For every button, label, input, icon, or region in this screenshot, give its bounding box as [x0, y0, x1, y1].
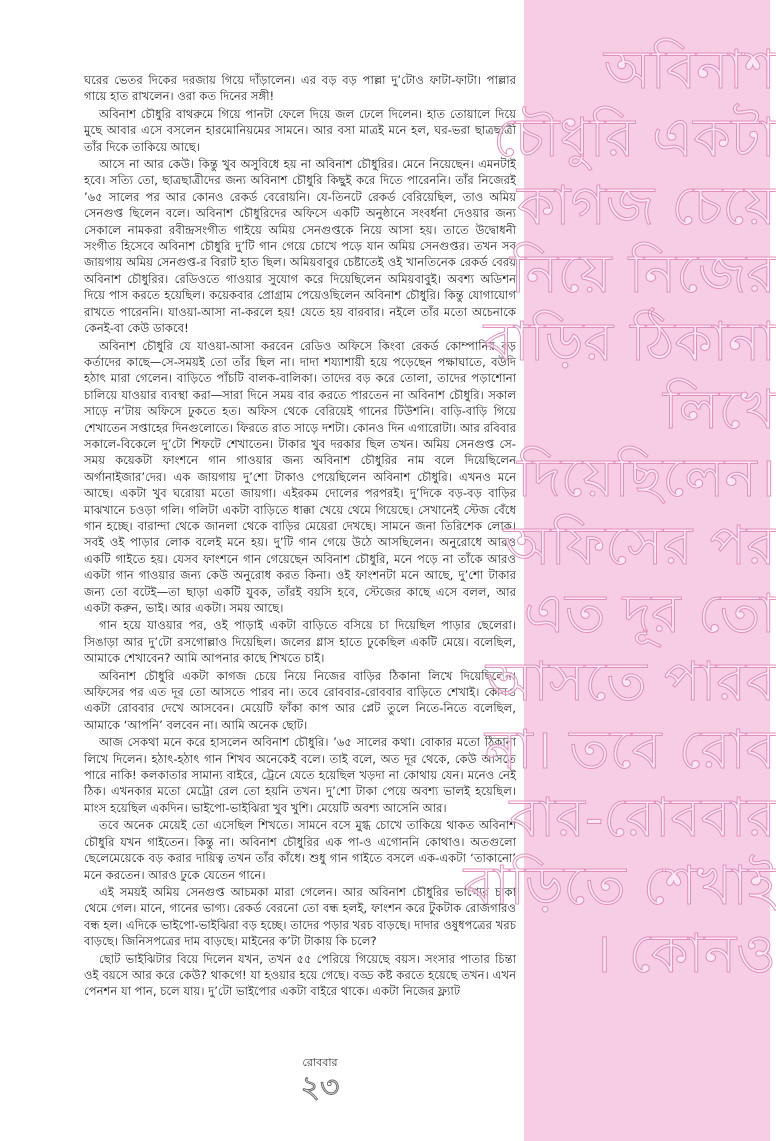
pull-quote-panel: [463, 0, 776, 1141]
article-paragraph: তবে অনেক মেয়েই তো এসেছিল শিখতে। সামনে বসে মুগ্ধ চোখে তাকিয়ে থাকত অবিনাশ চৌধুরি যখন গাইতেন। কিন্তু না। অবিনাশ চৌধুরির এক পা-ও এগোননি কোথাও। অতগুলো ছেলেমেয়েকে বড় করার দায়িত্ব তখন তাঁর কাঁধে। শুধু গান গাইতে বসলে এক-একটা ‘তাকানো’ মনে করতেন। আরও ঢুকে যেতেন গানে।: [84, 818, 516, 882]
article-paragraph: ঘরের ভেতর দিকের দরজায় গিয়ে দাঁড়ালেন। এর বড় বড় পাল্লা দু’টোও ফাটা-ফাটা। পাল্লার গায়ে হাত রাখলেন। ওরা কত দিনের সঙ্গী!: [84, 73, 516, 104]
article-paragraph: অবিনাশ চৌধুরি একটা কাগজ চেয়ে নিয়ে নিজের বাড়ির ঠিকানা লিখে দিয়েছিলেন। অফিসের পর এত দূর তো আসতে পারব না। তবে রোববার-রোববার বাড়িতে শেখাই। কোনও একটা রোববার দেখে আসবেন। মেয়েটি ফাঁকা কাপ আর প্লেট তুলে নিতে-নিতে বলেছিল, আমাকে ‘আপনি’ বলবেন না। আমি অনেক ছোট।: [84, 668, 516, 732]
article-paragraph: আসে না আর কেউ। কিন্তু খুব অসুবিধে হয় না অবিনাশ চৌধুরির। মেনে নিয়েছেন। এমনটাই হবে। সত্যি তো, ছাত্রছাত্রীদের জন্য অবিনাশ চৌধুরি কিছুই করে দিতে পারেননি। তাঁর নিজেরই ’৬৫ সালের পর আর কোনও রেকর্ড বেরোয়নি। যে-তিনটে রেকর্ড বেরিয়েছিল, তাও অমিয় সেনগুপ্ত ছিলেন বলে। অবিনাশ চৌধুরিদের অফিসে একটি অনুষ্ঠানে সংবর্ধনা দেওয়ার জন্য সেকালে নামকরা রবীন্দ্রসংগীত গাইয়ে অমিয় সেনগুপ্তকে নিয়ে আসা হয়। তাতে উদ্বোধনী সংগীত হিসেবে অবিনাশ চৌধুরি দু’টি গান গেয়ে চোখে পড়ে যান অমিয় সেনগুপ্তর। তখন সব জায়গায় অমিয় সেনগুপ্ত-র বিরাট হাত ছিল। অমিয়বাবুর চেষ্টাতেই ওই খানতিনেক রেকর্ড বেরয় অবিনাশ চৌধুরির। রেডিওতে গাওয়ার সুযোগ করে দিয়েছিলেন অমিয়বাবুই। অবশ্য অডিশন দিয়ে পাস করতে হয়েছিল। কয়েকবার প্রোগ্রাম পেয়েওছিলেন অবিনাশ চৌধুরি। কিন্তু যোগাযোগ রাখতে পারেননি। যাওয়া-আসা না-করলে হয়! যেতে হয় বারবার। নইলে তাঁর মতো অচেনাকে কেনই-বা কেউ ডাকবে!: [84, 157, 516, 336]
article-paragraph: অবিনাশ চৌধুরি বাথরুমে গিয়ে পানটা ফেলে দিয়ে জল ঢেলে দিলেন। হাত তোয়ালে দিয়ে মুছে আবার এসে বসলেন হারমোনিয়মের সামনে। আর বসা মাত্রই মনে হল, ঘর-ভরা ছাত্রছাত্রী তাঁর দিকে তাকিয়ে আছে।: [84, 106, 516, 154]
page-footer: [260, 1054, 380, 1103]
article-paragraph: গান হয়ে যাওয়ার পর, ওই পাড়াই একটা বাড়িতে বসিয়ে চা দিয়েছিল পাড়ার ছেলেরা। সিঙাড়া আর দু’টো রসগোল্লাও দিয়েছিল। জলের গ্লাস হাতে ঢুকেছিল একটি মেয়ে। বলেছিল, আমাকে শেখাবেন? আমি আপনার কাছে শিখতে চাই।: [84, 618, 516, 666]
pull-quote: অবিনাশ চৌধুরি একটা কাগজ চেয়ে নিয়ে নিজের বাড়ির ঠিকানা লিখে দিয়েছিলেন। অফিসের পর এত দূর তো আসতে পারব না। তবে রোববার-রোববার বাড়িতে শেখাই। কোনও: [463, 38, 776, 985]
page-number: ২৩: [300, 1070, 340, 1105]
article-body: [84, 72, 516, 1001]
magazine-name: রোববার: [302, 1056, 338, 1069]
article-paragraph: অবিনাশ চৌধুরি যে যাওয়া-আসা করবেন রেডিও অফিসে কিংবা রেকর্ড কোম্পানির বড় কর্তাদের কাছে—সে-সময়ই তো তাঁর ছিল না। দাদা শয্যাশায়ী হয়ে পড়েছেন পক্ষাঘাতে, বউদি হঠাৎ মারা গেলেন। বাড়িতে পাঁচটি বালক-বালিকা। তাদের বড় করে তোলা, তাদের পড়াশোনা চালিয়ে যাওয়ার ব্যবস্থা করা—সারা দিনে সময় বার করতে পারতেন না অবিনাশ চৌধুরি। সকাল সাড়ে ন’টায় অফিসে ঢুকতে হত। অফিস থেকে বেরিয়েই গানের টিউশনি। বাড়ি-বাড়ি গিয়ে শেখাতেন সপ্তাহের দিনগুলোতে। ফিরতে রাত সাড়ে দশটা। কোনও দিন এগারোটা। আর রবিবার সকালে-বিকেলে দু’টো শিফটে শেখাতেন। টাকার খুব দরকার ছিল তখন। অমিয় সেনগুপ্ত সে-সময় কয়েকটা ফাংশনে গান গাওয়ার জন্য অবিনাশ চৌধুরির নাম বলে দিয়েছিলেন অর্গানাইজার’দের। এক জায়গায় দু’শো টাকাও পেয়েছিলেন অবিনাশ চৌধুরি। এখনও মনে আছে। একটা খুব ঘরোয়া মতো জায়গা। এইরকম দোলের পরপরই। দু’দিকে বড়-বড় বাড়ির মাঝখানে চওড়া গলি। গলিটা একটা বাড়িতে ধাক্কা খেয়ে থেমে গিয়েছে। সেখানেই স্টেজ বেঁধে গান হচ্ছে। বারান্দা থেকে জানলা থেকে বাড়ির মেয়েরা দেখছে। সামনে জনা তিরিশেক লোক। সবই ওই পাড়ার লোক বলেই মনে হয়। দু’টি গান গেয়ে উঠে আসছিলেন। অনুরোধে আরও একটি গাইতে হয়। যেসব ফাংশনে গান গেয়েছেন অবিনাশ চৌধুরি, মনে পড়ে না তাঁকে আরও একটা গান গাওয়ার জন্য কেউ অনুরোধ করত কিনা। ওই ফাংশনটা মনে আছে, দু’শো টাকার জন্য তো বটেই—তা ছাড়া একটি যুবক, তাঁরই বয়সি হবে, স্টেজের কাছে এসে বলল, আর একটা করুন, ভাই। আর একটা। সময় আছে।: [84, 338, 516, 615]
article-paragraph: এই সময়ই অমিয় সেনগুপ্ত আচমকা মারা গেলেন। আর অবিনাশ চৌধুরির ভাগ্যের চাকা থেমে গেল। মানে, গানের ভাগ্য। রেকর্ড বেরনো তো বন্ধ হলই, ফাংশন করে টুকটাক রোজগারও বন্ধ হল। এদিকে ভাইপো-ভাইঝিরা বড় হচ্ছে। তাদের পড়ার খরচ বাড়ছে। দাদার ওষুধপত্রের খরচ বাড়ছে। জিনিসপত্রের দাম বাড়ছে। মাইনের ক’টা টাকায় কি চলে?: [84, 884, 516, 949]
article-paragraph: ছোট ভাইঝিটার বিয়ে দিলেন যখন, তখন ৫৫ পেরিয়ে গিয়েছে বয়স। সংসার পাতার চিন্তা ওই বয়সে আর করে কেউ? থাকগে! যা হওয়ার হয়ে গেছে। বড্ড কষ্ট করতে হয়েছে তখন। এখন পেনশন যা পান, চলে যায়। দু’টো ভাইপোর একটা বাইরে থাকে। একটা নিজের ফ্ল্যাট: [84, 951, 516, 999]
article-paragraph: আজ সেকথা মনে করে হাসলেন অবিনাশ চৌধুরি। ’৬৫ সালের কথা। বোকার মতো ঠিকানা লিখে দিলেন। হঠাৎ-হঠাৎ গান শিখব অনেকেই বলে। তাই বলে, অত দূর থেকে, কেউ আসতে পারে নাকি! কলকাতার সামান্য বাইরে, ট্রেনে যেতে হয়েছিল খড়দা না কোথায় যেন। মনেও নেই ঠিক। এখনকার মতো মেট্রো রেল তো হয়নি তখন। দু’শো টাকা পেয়ে অবশ্য ভালই হয়েছিল। মাংস হয়েছিল একদিন। ভাইপো-ভাইঝিরা খুব খুশি। মেয়েটি অবশ্য আসেনি আর।: [84, 735, 516, 815]
